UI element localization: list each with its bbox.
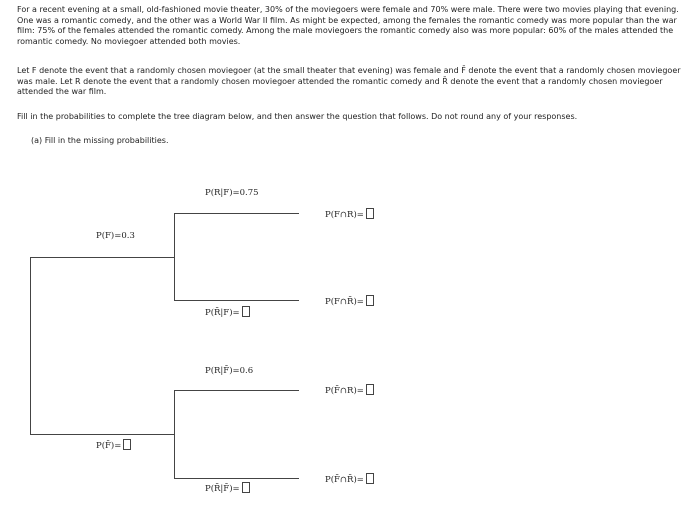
branch-f-rbar xyxy=(174,300,299,301)
p-f-and-r-input[interactable] xyxy=(366,208,374,219)
branch-f xyxy=(30,257,175,258)
p-fbar-and-r-label: P(F̄∩R)= xyxy=(325,384,374,396)
branch-f-r xyxy=(174,213,299,214)
event-definitions: Let F denote the event that a randomly chosen moviegoer (at the small theater that evening) was female and F̄ denote the event that a randomly chosen moviegoer was male. Let R denote the event that a randomly chosen moviegoer attended the romantic comedy and R̄ denote the event that a randomly chosen moviegoer attended the war film. xyxy=(17,66,681,97)
p-rbar-given-f-label: P(R̄|F)= xyxy=(205,306,250,318)
p-f-and-rbar-label: P(F∩R̄)= xyxy=(325,295,374,307)
problem-intro: For a recent evening at a small, old-fashioned movie theater, 30% of the moviegoers were female and 70% were male. There were two movies playing that evening. One was a romantic comedy, and the other was a World War II film. As might be expected, among the females the romantic comedy was more popular than the war film: 75% of the females attended the romantic comedy. Among the male moviegoers the romantic comedy also was more popular: 60% of the males attended the romantic comedy. No moviegoer attended both movies. xyxy=(17,5,679,46)
p-fbar-and-rbar-input[interactable] xyxy=(366,473,374,484)
part-a-label: (a) Fill in the missing probabilities. xyxy=(31,136,169,145)
p-rbar-given-fbar-label: P(R̄|F̄)= xyxy=(205,482,250,494)
p-rbar-given-fbar-input[interactable] xyxy=(242,482,250,493)
p-r-given-f-label: P(R|F)=0.75 xyxy=(205,188,259,198)
p-r-given-fbar-label: P(R|F̄)=0.6 xyxy=(205,366,254,376)
instructions: Fill in the probabilities to complete the tree diagram below, and then answer the question that follows. Do not round any of your responses. xyxy=(17,112,578,121)
p-fbar-label: P(F̄)= xyxy=(96,439,131,451)
p-f-and-rbar-input[interactable] xyxy=(366,295,374,306)
branch-fbar xyxy=(30,434,175,435)
p-rbar-given-f-input[interactable] xyxy=(242,306,250,317)
f-node-trunk xyxy=(174,213,175,301)
p-f-label: P(F)=0.3 xyxy=(96,231,135,241)
branch-fbar-r xyxy=(174,390,299,391)
fbar-node-trunk xyxy=(174,390,175,479)
p-f-and-r-label: P(F∩R)= xyxy=(325,208,374,220)
p-fbar-and-r-input[interactable] xyxy=(366,384,374,395)
p-fbar-and-rbar-label: P(F̄∩R̄)= xyxy=(325,473,374,485)
branch-fbar-rbar xyxy=(174,478,299,479)
p-fbar-input[interactable] xyxy=(123,439,131,450)
root-trunk xyxy=(30,257,31,435)
